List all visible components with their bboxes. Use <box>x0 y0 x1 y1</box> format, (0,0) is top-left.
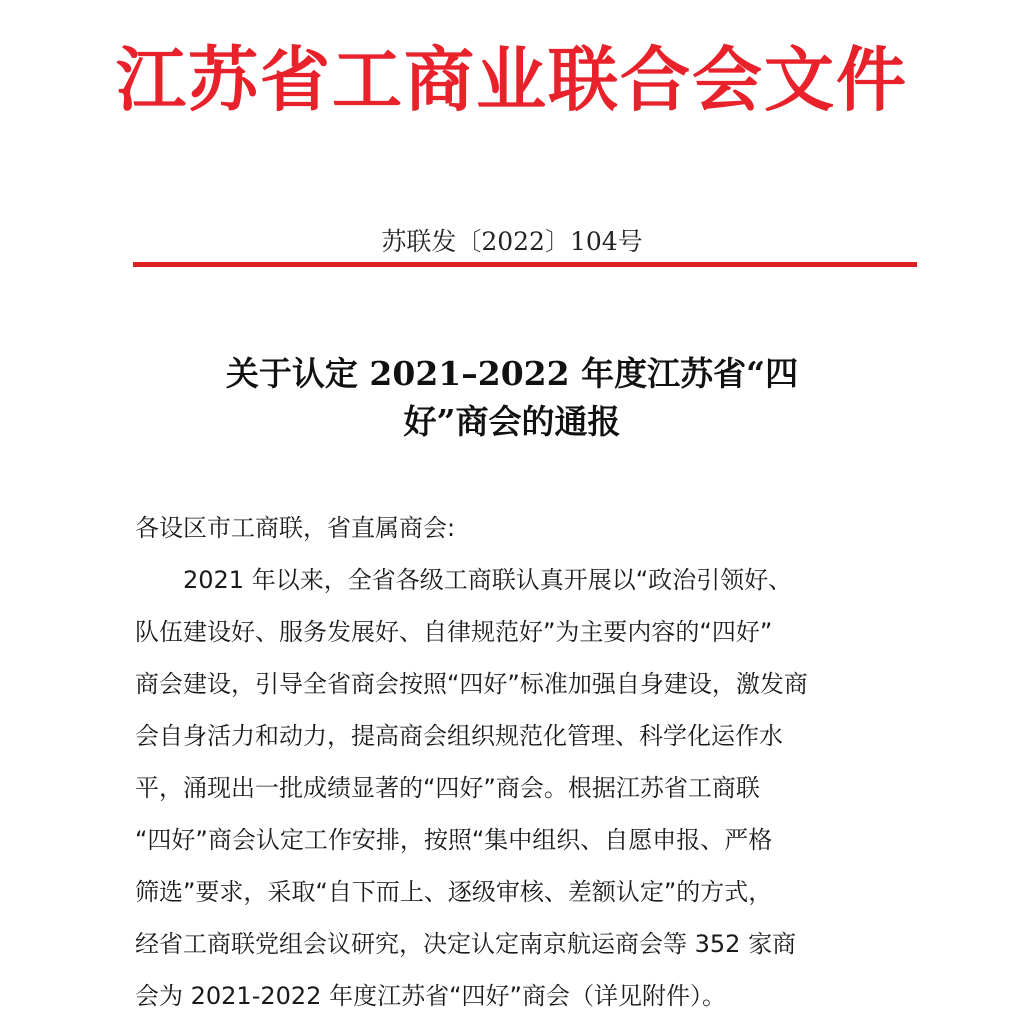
document-body <box>135 506 895 1026</box>
body-line: 筛选”要求，采取“自下而上、逐级审核、差额认定”的方式， <box>135 878 773 906</box>
title-line-1: 关于认定 2021–2022 年度江苏省“四 <box>225 354 799 393</box>
body-line: 会为 2021-2022 年度江苏省“四好”商会（详见附件）。 <box>135 982 726 1010</box>
body-line: 商会建设，引导全省商会按照“四好”标准加强自身建设，激发商 <box>135 670 808 698</box>
body-line: 经省工商联党组会议研究，决定认定南京航运商会等 352 家商 <box>135 930 797 958</box>
body-line: 队伍建设好、服务发展好、自律规范好”为主要内容的“四好” <box>135 618 773 646</box>
document-title <box>150 350 874 446</box>
red-separator-line <box>133 262 917 267</box>
body-line: 平，涌现出一批成绩显著的“四好”商会。根据江苏省工商联 <box>135 774 760 802</box>
document-masthead: 江苏省工商业联合会文件 <box>116 38 908 121</box>
salutation: 各设区市工商联，省直属商会: <box>135 514 456 542</box>
title-line-2: 好”商会的通报 <box>403 402 621 441</box>
document-number: 苏联发〔2022〕104号 <box>381 227 643 256</box>
body-line: 会自身活力和动力，提高商会组织规范化管理、科学化运作水 <box>135 722 783 750</box>
body-line: 2021 年以来，全省各级工商联认真开展以“政治引领好、 <box>135 566 793 594</box>
body-line: “四好”商会认定工作安排，按照“集中组织、自愿申报、严格 <box>135 826 773 854</box>
